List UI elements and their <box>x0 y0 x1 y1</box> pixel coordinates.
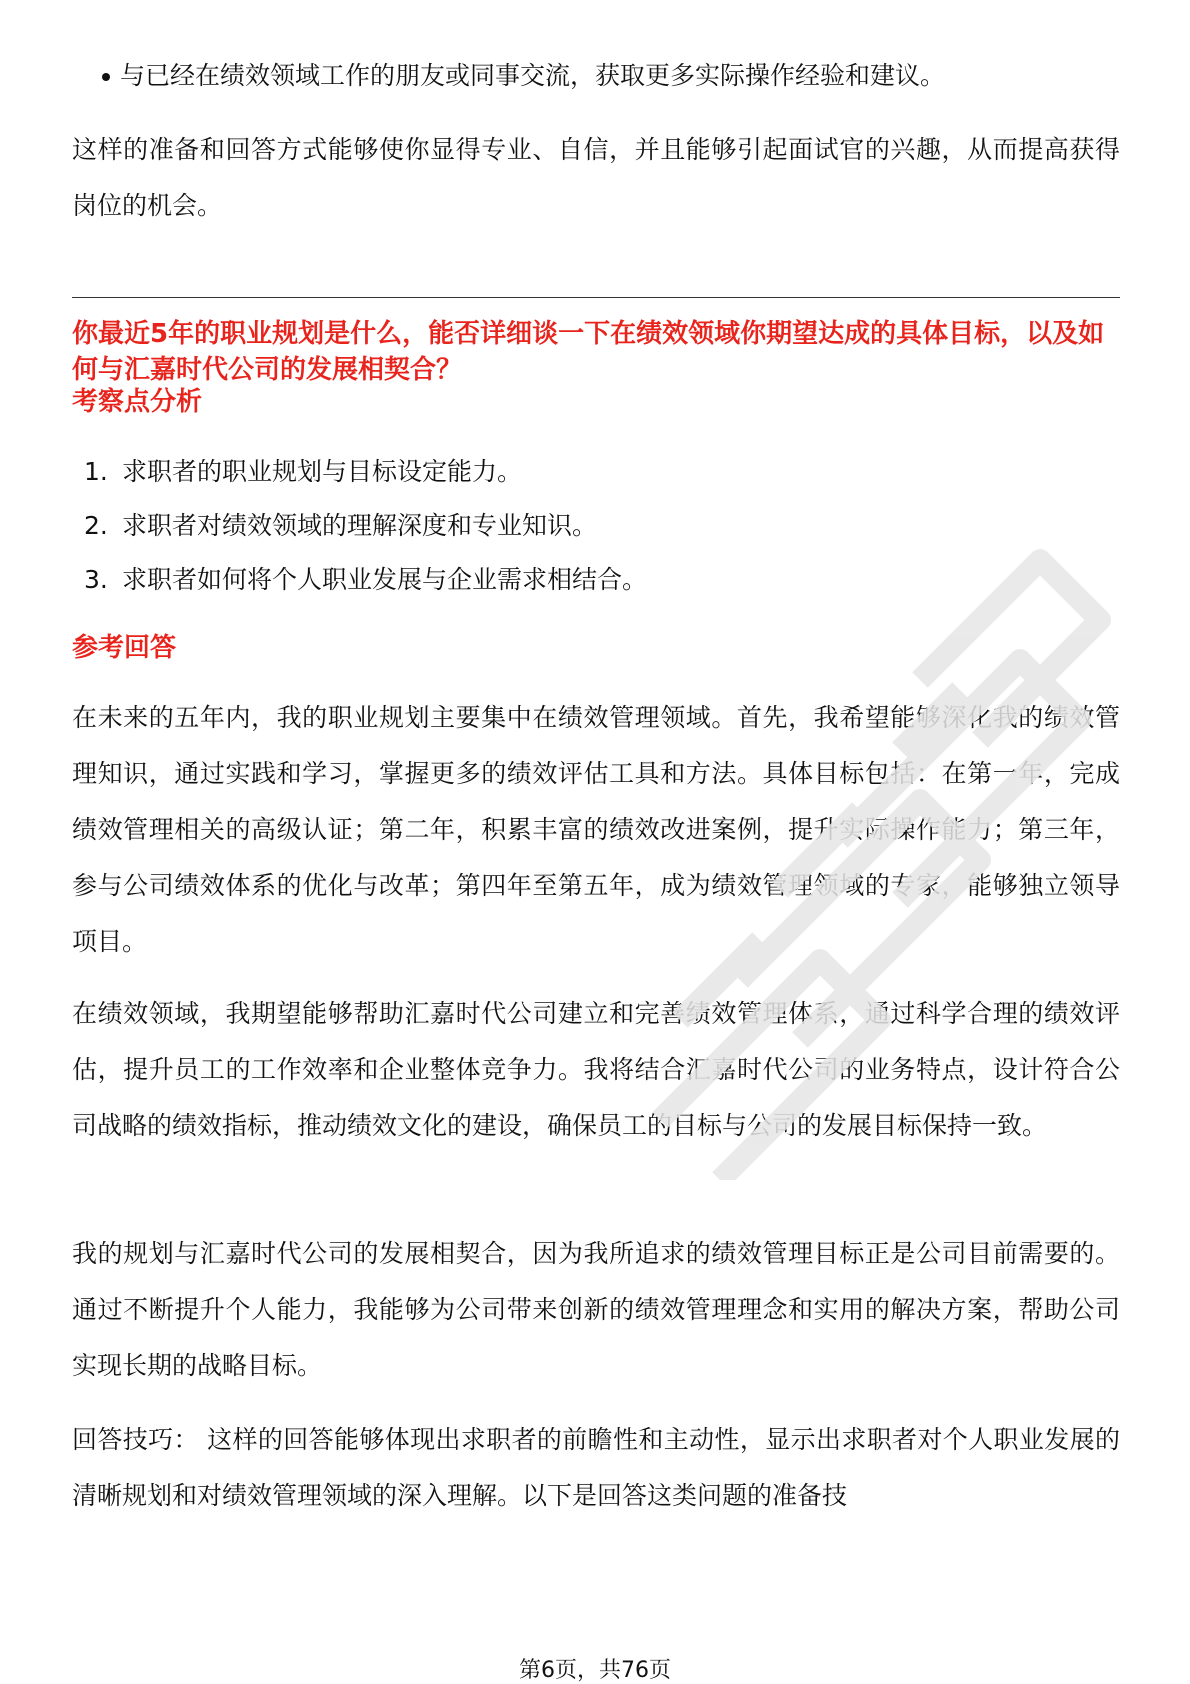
item-text: 求职者对绩效领域的理解深度和专业知识。 <box>122 511 598 540</box>
bullet-item: 与已经在绩效领域工作的朋友或同事交流，获取更多实际操作经验和建议。 <box>120 61 946 90</box>
answer-tips-paragraph: 回答技巧： 这样的回答能够体现出求职者的前瞻性和主动性，显示出求职者对个人职业发展的清晰规划和对绩效管理领域的深入理解。以下是回答这类问题的准备技 <box>72 1425 1120 1510</box>
closing-paragraph: 这样的准备和回答方式能够使你显得专业、自信，并且能够引起面试官的兴趣，从而提高获得岗位的机会。 <box>72 135 1120 220</box>
answer-paragraph: 我的规划与汇嘉时代公司的发展相契合，因为我所追求的绩效管理目标正是公司目前需要的。通过不断提升个人能力，我能够为公司带来创新的绩效管理理念和实用的解决方案，帮助公司实现长期的战略目标。 <box>72 1239 1120 1380</box>
answer-paragraph: 在绩效领域，我期望能够帮助汇嘉时代公司建立和完善绩效管理体系，通过科学合理的绩效评估，提升员工的工作效率和企业整体竞争力。我将结合汇嘉时代公司的业务特点，设计符合公司战略的绩效指标，推动绩效文化的建设，确保员工的目标与公司的发展目标保持一致。 <box>72 999 1120 1140</box>
answer-heading: 参考回答 <box>72 633 177 663</box>
analysis-item <box>84 452 522 492</box>
analysis-item <box>84 506 597 546</box>
item-text: 求职者如何将个人职业发展与企业需求相结合。 <box>122 565 648 594</box>
answer-paragraph: 在未来的五年内，我的职业规划主要集中在绩效管理领域。首先，我希望能够深化我的绩效管理知识，通过实践和学习，掌握更多的绩效评估工具和方法。具体目标包括：在第一年，完成绩效管理相关的高级认证；第二年，积累丰富的绩效改进案例，提升实际操作能力；第三年，参与公司绩效体系的优化与改革；第四年至第五年，成为绩效管理领域的专家，能够独立领导项目。 <box>72 703 1120 956</box>
item-number: 1. <box>84 457 108 486</box>
bullet-dot <box>102 73 110 81</box>
item-number: 2. <box>84 511 108 540</box>
analysis-item <box>84 560 647 600</box>
section-divider <box>72 297 1120 298</box>
analysis-heading: 考察点分析 <box>72 387 203 417</box>
item-number: 3. <box>84 565 108 594</box>
item-text: 求职者的职业规划与目标设定能力。 <box>122 457 523 486</box>
page-footer: 第6页，共76页 <box>519 1658 671 1683</box>
interview-question: 你最近5年的职业规划是什么，能否详细谈一下在绩效领域你期望达成的具体目标，以及如何与汇嘉时代公司的发展相契合？ <box>72 319 1105 385</box>
